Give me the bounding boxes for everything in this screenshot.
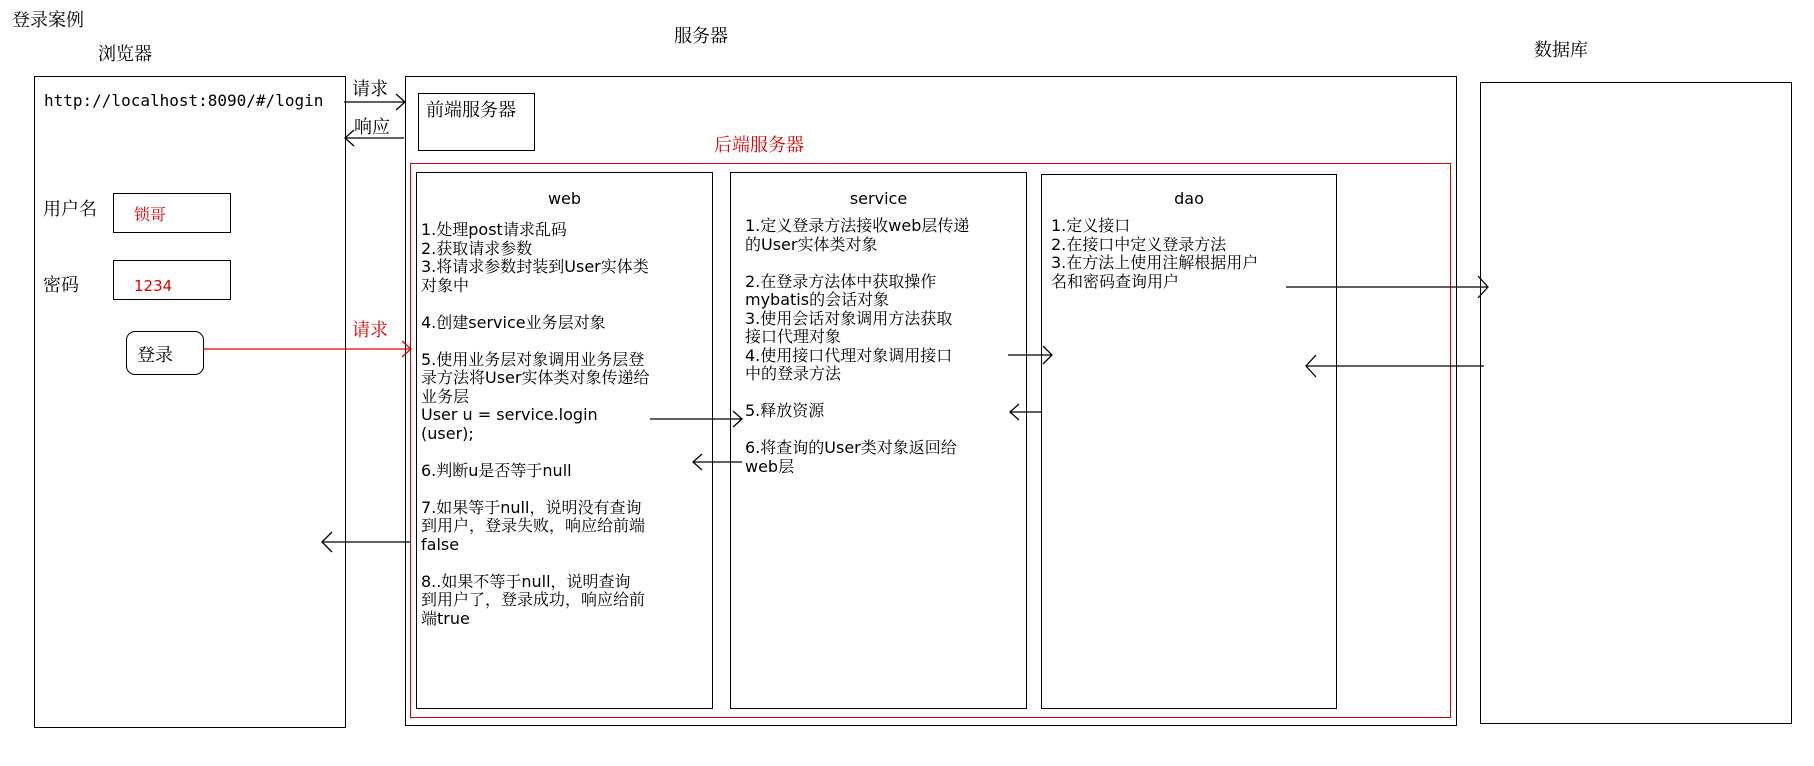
web-step-line: 8..如果不等于null，说明查询	[421, 571, 631, 591]
browser-heading: 浏览器	[98, 44, 152, 65]
database-to-dao-arrow	[1306, 355, 1484, 377]
login-request-arrow	[203, 341, 411, 357]
url-text: http://localhost:8090/#/login	[44, 91, 324, 110]
web-step-line: 录方法将User实体类对象传递给	[421, 368, 650, 387]
service-step-line: 中的登录方法	[745, 364, 842, 383]
response-arrow	[345, 130, 404, 146]
web-step-line: 7.如果等于null，说明没有查询	[421, 497, 642, 517]
service-step-line: 2.在登录方法体中获取操作	[745, 271, 937, 291]
database-heading: 数据库	[1534, 40, 1588, 61]
service-step-line: 5.释放资源	[745, 401, 825, 420]
backend-server-label: 后端服务器	[714, 135, 804, 156]
password-value: 1234	[134, 277, 173, 295]
web-step-line: 1.处理post请求乱码	[421, 220, 567, 239]
dao-step-line: 3.在方法上使用注解根据用户	[1051, 253, 1259, 272]
request-arrow	[344, 94, 405, 110]
web-step-line: 5.使用业务层对象调用业务层登	[421, 349, 645, 369]
response-label-top: 响应	[354, 117, 390, 138]
web-step-line: 到用户，登录失败，响应给前端	[421, 516, 646, 535]
dao-layer-title: dao	[1174, 189, 1204, 208]
request-label-top: 请求	[352, 79, 388, 100]
service-step-line: 接口代理对象	[745, 327, 842, 346]
service-step-line: 的User实体类对象	[745, 234, 878, 254]
web-step-line: 端true	[421, 608, 470, 628]
service-step-line: mybatis的会话对象	[745, 290, 890, 309]
login-button-label: 登录	[137, 345, 173, 366]
username-label: 用户名	[43, 199, 97, 220]
web-to-browser-arrow	[322, 532, 410, 552]
dao-step-line: 1.定义接口	[1051, 216, 1131, 235]
service-to-dao-arrow	[1008, 346, 1052, 364]
web-step-line: 6.判断u是否等于null	[421, 460, 572, 480]
server-heading: 服务器	[674, 26, 728, 47]
web-step-line: 对象中	[421, 275, 470, 295]
dao-to-database-arrow	[1286, 276, 1488, 298]
web-layer-title: web	[547, 189, 582, 208]
web-step-line: User u = service.login	[421, 405, 598, 424]
dao-to-service-arrow	[1010, 404, 1041, 420]
dao-step-line: 2.在接口中定义登录方法	[1051, 234, 1227, 254]
service-to-web-arrow	[693, 454, 742, 470]
service-step-line: web层	[745, 456, 795, 476]
web-step-line: false	[421, 534, 460, 554]
service-step-line: 3.使用会话对象调用方法获取	[745, 308, 953, 328]
web-step-line: (user);	[421, 423, 474, 443]
dao-step-line: 名和密码查询用户	[1051, 271, 1180, 291]
service-step-line: 6.将查询的User类对象返回给	[745, 438, 957, 457]
web-step-line: 2.获取请求参数	[421, 238, 533, 258]
service-step-line: 1.定义登录方法接收web层传递	[745, 216, 970, 235]
service-layer-title: service	[849, 189, 908, 208]
service-step-line: 4.使用接口代理对象调用接口	[745, 345, 953, 365]
request-label-red: 请求	[352, 320, 388, 341]
username-value: 锁哥	[134, 205, 167, 224]
web-to-service-arrow	[650, 411, 742, 427]
web-step-line: 业务层	[421, 386, 470, 406]
password-label: 密码	[43, 275, 79, 296]
web-step-line: 3.将请求参数封装到User实体类	[421, 257, 649, 276]
frontend-server-label: 前端服务器	[426, 100, 516, 121]
web-step-line: 4.创建service业务层对象	[421, 312, 606, 332]
web-step-line: 到用户了，登录成功，响应给前	[421, 590, 646, 609]
diagram-title: 登录案例	[12, 10, 84, 31]
